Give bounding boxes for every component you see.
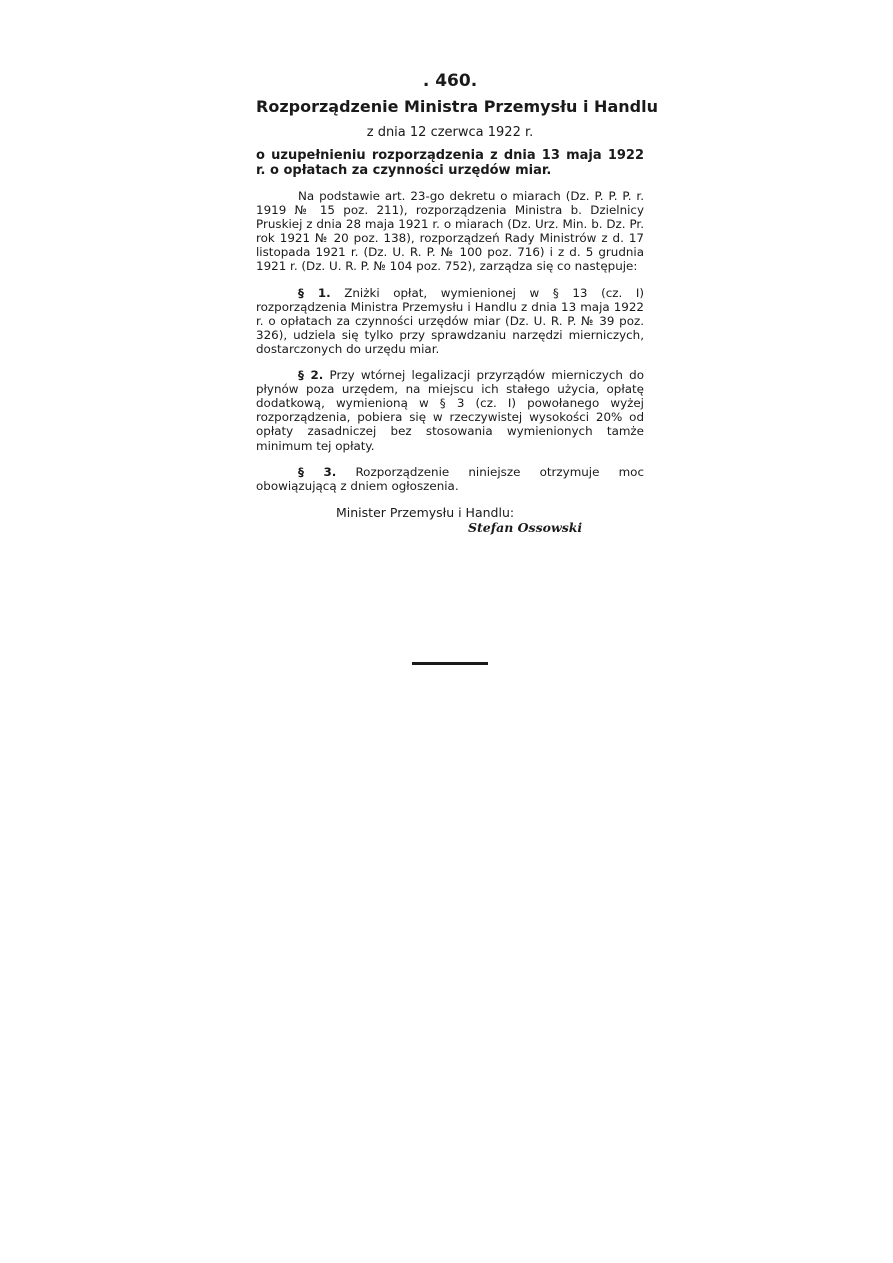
signatory-role: Minister Przemysłu i Handlu: xyxy=(336,504,515,520)
signatory-name: Stefan Ossowski xyxy=(468,519,583,535)
section-2 xyxy=(256,368,644,453)
page-number: . 460. xyxy=(422,71,478,91)
decree-date: z dnia 12 czerwca 1922 r. xyxy=(366,125,534,140)
section-label: § 2. xyxy=(298,368,324,383)
decree-title: Rozporządzenie Ministra Przemysłu i Handlu xyxy=(256,97,658,116)
decree-subject: o uzupełnieniu rozporządzenia z dnia 13 maja 1922 r. o opłatach za czynności urzędów miar. xyxy=(256,148,644,178)
section-text: Rozporządzenie niniejsze otrzymuje moc obowiązującą z dniem ogłoszenia. xyxy=(256,464,644,493)
text-column xyxy=(256,70,658,536)
section-1 xyxy=(256,286,644,356)
section-label: § 3. xyxy=(298,464,337,479)
section-text: Przy wtórnej legalizacji przyrządów mierniczych do płynów poza urzędem, na miejscu ich stałego użycia, opłatę dodatkową, wymienioną w § 3 (cz. I) powołanego wyżej rozporządzenia, pobiera się w rzeczywistej wysokości 20% od opłaty zasadniczej bez stosowania wymienionych tamże minimum tej opłaty. xyxy=(256,368,644,453)
section-3 xyxy=(256,465,644,493)
section-text: Zniżki opłat, wymienionej w § 13 (cz. I) rozporządzenia Ministra Przemysłu i Handlu z dnia 13 maja 1922 r. o opłatach za czynności urzędów miar (Dz. U. R. P. № 39 poz. 326), udziela się tylko przy sprawdzaniu narzędzi mierniczych, dostarczonych do urzędu miar. xyxy=(256,285,644,356)
closing-rule xyxy=(412,662,488,665)
preamble: Na podstawie art. 23-go dekretu o miarach (Dz. P. P. P. r. 1919 № 15 poz. 211), rozporządzenia Ministra b. Dzielnicy Pruskiej z dnia 28 maja 1921 r. o miarach (Dz. Urz. Min. b. Dz. Pr. rok 1921 № 20 poz. 138), rozporządzeń Rady Ministrów z d. 17 listopada 1921 r. (Dz. U. R. P. № 100 poz. 716) i z d. 5 grudnia 1921 r. (Dz. U. R. P. № 104 poz. 752), zarządza się co następuje: xyxy=(256,189,644,274)
section-label: § 1. xyxy=(298,285,331,300)
